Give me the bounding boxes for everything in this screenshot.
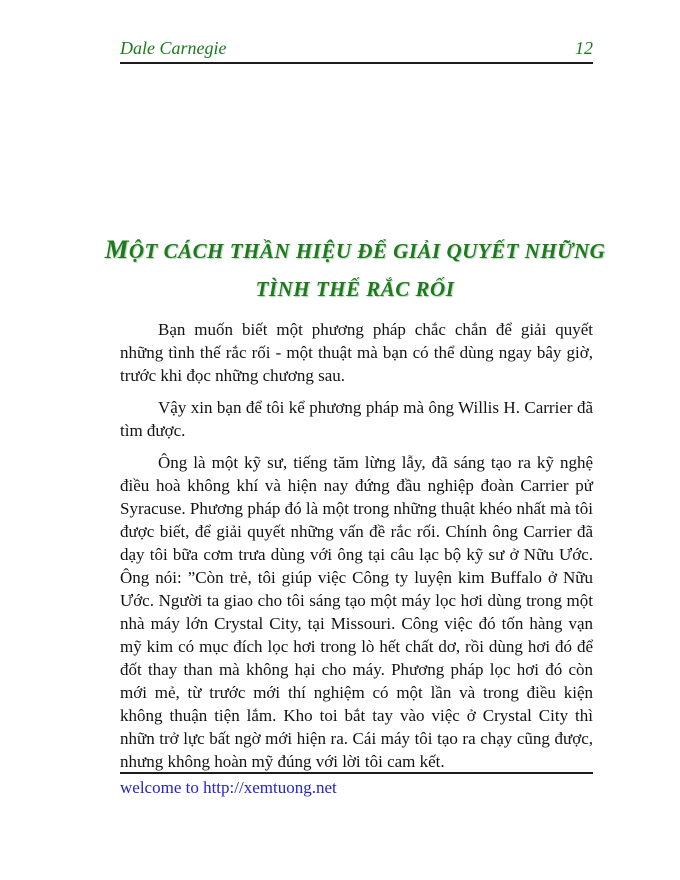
running-header-author: Dale Carnegie xyxy=(120,38,227,58)
page-header xyxy=(120,38,593,64)
body-text xyxy=(120,318,593,782)
paragraph-1: Bạn muốn biết một phương pháp chắc chắn để giải quyết những tình thế rắc rối - một thuật mà bạn có thể dùng ngay bây giờ, trước khi đọc những chương sau. xyxy=(120,320,593,385)
chapter-title-line1: MỘT CÁCH THẦN HIỆU ĐỂ GIẢI QUYẾT NHỮNG xyxy=(104,234,606,264)
footer-site-link[interactable]: welcome to http://xemtuong.net xyxy=(120,778,337,797)
paragraph-3: Ông là một kỹ sư, tiếng tăm lừng lẫy, đã sáng tạo ra kỹ nghệ điều hoà không khí và hiện nay đứng đầu nghiệp đoàn Carrier pử Syracuse. Phương pháp đó là một trong những thuật khéo nhất mà tôi được biết, để giải quyết những vấn đề rắc rối. Chính ông Carrier đã dạy tôi bữa cơm trưa dùng với ông tại câu lạc bộ kỹ sư ở Nữu Ước. Ông nói: ”Còn trẻ, tôi giúp việc Công ty luyện kim Buffalo ở Nữu Ước. Người ta giao cho tôi sáng tạo một máy lọc hơi dùng trong một nhà máy lớn Crystal City, tại Missouri. Công việc đó tốn hàng vạn mỹ kim có mục đích lọc hơi trong lò hết chất dơ, rồi dùng hơi đó để đốt thay than mà không hại cho máy. Phương pháp lọc hơi đó còn mới mẻ, từ trước mới thí nghiệm có một lần và trong điều kiện không thuận tiện lắm. Kho toi bắt tay vào việc ở Crystal City thì nhữn trở lực bất ngờ mới hiện ra. Cái máy tôi tạo ra chạy cũng được, nhưng không hoàn mỹ đúng với lời tôi cam kết. xyxy=(120,453,593,771)
chapter-title-line2: TÌNH THẾ RẮC RỐI xyxy=(255,277,455,301)
page-number: 12 xyxy=(575,38,593,58)
chapter-title xyxy=(95,230,615,308)
page-footer xyxy=(120,772,593,798)
paragraph-2: Vậy xin bạn để tôi kể phương pháp mà ông Willis H. Carrier đã tìm được. xyxy=(120,398,593,440)
